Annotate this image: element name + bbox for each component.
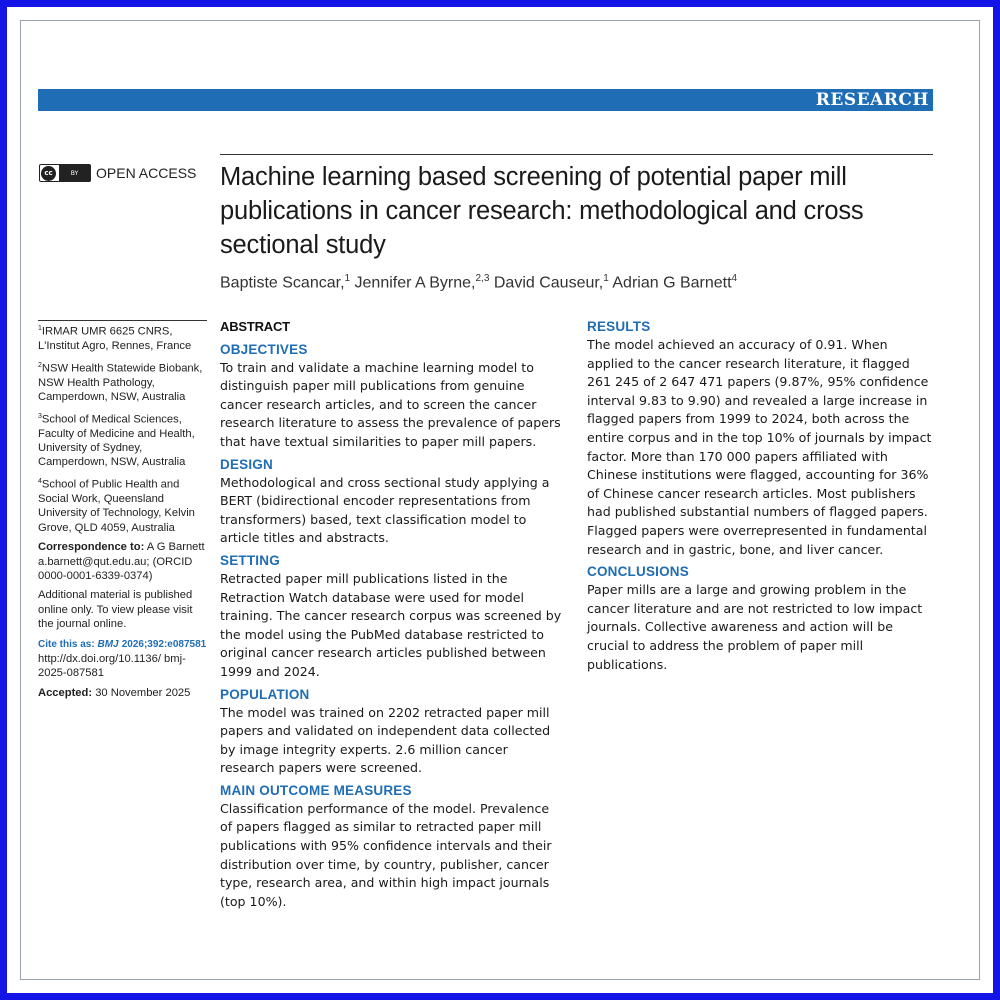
- section-body-setting: Retracted paper mill publications listed in the Retraction Watch database were used for model training. The cancer research corpus was screened by the model using the PubMed database restricted to original cancer research articles published between 1999 and 2024.: [220, 570, 562, 679]
- article-sidebar: [38, 322, 208, 705]
- affiliation: $^4$School of Public Health and Social Work, Queensland University of Technology, Kelvin Grove, QLD 4059, Australia: [38, 477, 195, 534]
- author: David Causeur,: [493, 274, 604, 292]
- author-affiliation-ref: 2,3: [475, 273, 490, 284]
- correspondence: Correspondence to: A G Barnett a.barnett@qut.edu.au; (ORCID 0000-0001-6339-0374): [38, 541, 205, 583]
- affiliation: $^3$School of Medical Sciences, Faculty of Medicine and Health, University of Sydney, Camperdown, NSW, Australia: [38, 412, 195, 469]
- section-heading-main-outcome: MAIN OUTCOME MEASURES: [220, 782, 412, 798]
- section-heading-results: RESULTS: [587, 319, 651, 334]
- section-heading-setting: SETTING: [220, 552, 280, 568]
- section-label: RESEARCH: [815, 90, 929, 110]
- section-body-population: The model was trained on 2202 retracted paper mill papers and validated on independent data collected by image integrity experts. 2.6 million cancer research papers were screened.: [220, 704, 551, 776]
- author-affiliation-ref: 4: [731, 273, 738, 284]
- section-body-main-outcome: Classification performance of the model. Prevalence of papers flagged as similar to retracted paper mill publications with 95% confidence intervals and their distribution over time, by country, publisher, cancer type, research area, and within high impact journals (top 10%).: [220, 800, 552, 909]
- section-body-conclusions: Paper mills are a large and growing problem in the cancer literature and are not restricted to low impact journals. Collective awareness and action will be crucial to address the problem of paper mill publications.: [587, 582, 923, 672]
- section-heading-population: POPULATION: [220, 686, 310, 702]
- section-heading-objectives: OBJECTIVES: [220, 341, 308, 357]
- affiliation: $^2$NSW Health Statewide Biobank, NSW Health Pathology, Camperdown, NSW, Australia: [38, 361, 203, 404]
- section-body-design: Methodological and cross sectional study applying a BERT (bidirectional encoder representations from transformers) based, text classification model to article titles and abstracts.: [220, 474, 550, 546]
- author-affiliation-ref: 1: [344, 273, 351, 284]
- citation: Cite this as: BMJ 2026;392:e087581 http://dx.doi.org/10.1136/ bmj-2025-087581: [38, 638, 207, 680]
- author: Jennifer A Byrne,: [354, 274, 476, 292]
- creative-commons-icon: [39, 164, 91, 182]
- section-heading-conclusions: CONCLUSIONS: [587, 564, 689, 580]
- section-body-results: The model achieved an accuracy of 0.91. When applied to the cancer research literature, it flagged 261 245 of 2 647 471 papers (9.87%, 95% confidence interval 9.83 to 9.90) and revealed a large increase in flagged papers from 1999 to 2024, both across the entire corpus and in the top 10% of journals by impact factor. More than 170 000 papers affiliated with Chinese institutions were flagged, accounting for 36% of Chinese cancer research articles. Most publishers had published substantial numbers of flagged papers. Flagged papers were overrepresented in fundamental research and in gastric, bone, and liver cancer.: [587, 337, 932, 557]
- author: Baptiste Scancar,: [220, 274, 345, 292]
- affiliation: $^1$IRMAR UMR 6625 CNRS, L'Institut Agro, Rennes, France: [38, 325, 192, 353]
- author-list: [220, 273, 940, 292]
- section-band: [38, 89, 933, 111]
- section-heading-design: DESIGN: [220, 456, 273, 472]
- accepted-date: Accepted: 30 November 2025: [38, 686, 191, 699]
- abstract-column-right: [587, 318, 935, 678]
- author: Adrian G Barnett: [612, 274, 732, 292]
- abstract-heading: ABSTRACT: [220, 319, 290, 334]
- abstract-column-left: [220, 318, 565, 915]
- article-title: Machine learning based screening of potential paper mill publications in cancer research: methodological and cross sectional study: [220, 163, 864, 259]
- doi-link[interactable]: http://dx.doi.org/10.1136/ bmj-2025-087581: [38, 653, 186, 680]
- sidebar-divider: [38, 320, 207, 321]
- section-body-objectives: To train and validate a machine learning model to distinguish paper mill publications from genuine cancer research articles, and to screen the cancer research literature to assess the prevalence of papers that have textual similarities to paper mill papers.: [220, 359, 561, 449]
- cc-icon: cc: [41, 166, 56, 181]
- open-access-label: OPEN ACCESS: [96, 165, 197, 181]
- by-icon: BY: [59, 165, 90, 181]
- open-access-badge: [39, 164, 196, 182]
- additional-material-note: Additional material is published online only. To view please visit the journal online.: [38, 589, 193, 631]
- author-affiliation-ref: 1: [603, 273, 609, 284]
- title-divider: [220, 154, 933, 155]
